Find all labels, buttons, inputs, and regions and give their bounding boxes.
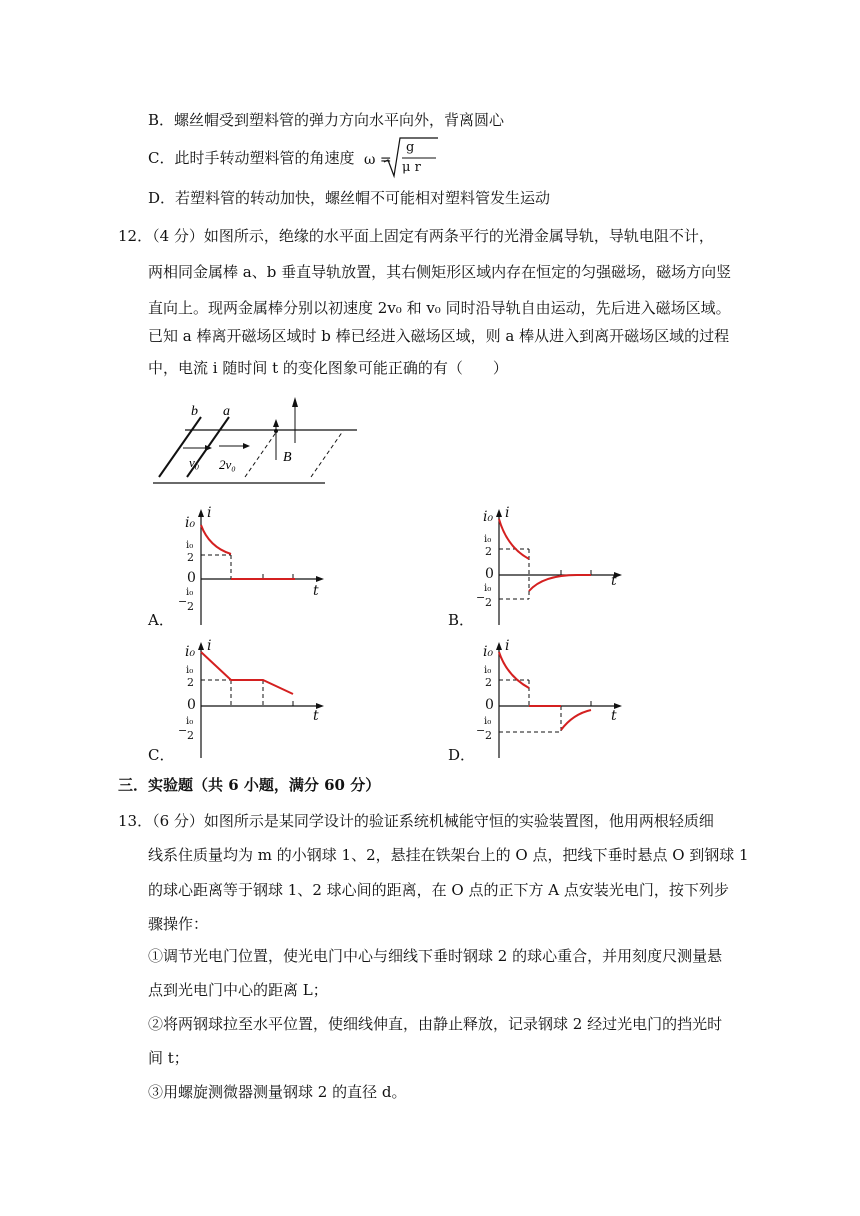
q13-line-3: 的球心距离等于钢球 1、2 球心间的距离，在 O 点的正下方 A 点安装光电门，按下列步 xyxy=(148,881,729,899)
q13-step-1a: ①调节光电门位置，使光电门中心与细线下垂时钢球 2 的球心重合，并用刻度尺测量悬 xyxy=(148,947,723,965)
formula-lhs: ω = xyxy=(364,152,392,168)
label-2v0: 2v₀ xyxy=(219,457,236,472)
option-b-q11: B．螺丝帽受到塑料管的弹力方向水平向外，背离圆心 xyxy=(148,111,505,129)
graph-d: i₀ i i₀ 2 0 − i₀ 2 t xyxy=(473,638,633,768)
graph-d-label: D． xyxy=(448,746,476,764)
q12-line-2: 两相同金属棒 a、b 垂直导轨放置，其右侧矩形区域内存在恒定的匀强磁场，磁场方向竖 xyxy=(148,263,732,281)
formula-denominator: μ r xyxy=(402,160,421,175)
q13-step-1b: 点到光电门中心的距离 L； xyxy=(148,981,328,999)
graph-c-label: C． xyxy=(148,746,175,764)
q12-line-1: 12．（4 分）如图所示，绝缘的水平面上固定有两条平行的光滑金属导轨，导轨电阻不计， xyxy=(118,227,714,245)
rail-figure xyxy=(145,395,365,495)
formula-numerator: g xyxy=(406,140,415,155)
q12-line-4: 已知 a 棒离开磁场区域时 b 棒已经进入磁场区域，则 a 棒从进入到离开磁场区域的过程 xyxy=(148,327,730,345)
label-v0: v₀ xyxy=(189,455,200,470)
q13-line-1: 13．（6 分）如图所示是某同学设计的验证系统机械能守恒的实验装置图，他用两根轻质细 xyxy=(118,812,714,830)
option-c-q11: C．此时手转动塑料管的角速度 xyxy=(148,149,355,167)
section-heading: 三．实验题（共 6 小题，满分 60 分） xyxy=(118,776,381,794)
label-B-field: B xyxy=(283,450,292,465)
label-b: b xyxy=(191,404,198,419)
graph-a: i₀ i i₀ 2 0 − i₀ 2 t xyxy=(175,505,335,635)
q13-step-3: ③用螺旋测微器测量钢球 2 的直径 d。 xyxy=(148,1083,407,1101)
label-a: a xyxy=(223,404,230,419)
q13-step-2a: ②将两钢球拉至水平位置，使细线伸直，由静止释放，记录钢球 2 经过光电门的挡光时 xyxy=(148,1015,723,1033)
graph-b-label: B． xyxy=(448,611,475,629)
graph-c: i₀ i i₀ 2 0 − i₀ 2 t xyxy=(175,638,335,768)
graph-b: i₀ i i₀ 2 0 − i₀ 2 t xyxy=(473,505,633,635)
option-d-q11: D．若塑料管的转动加快，螺丝帽不可能相对塑料管发生运动 xyxy=(148,189,551,207)
q13-line-2: 线系住质量均为 m 的小钢球 1、2，悬挂在铁架台上的 O 点，把线下垂时悬点 O 到钢球 1 xyxy=(148,846,749,864)
graph-a-label: A． xyxy=(148,611,174,629)
q12-line-5: 中，电流 i 随时间 t 的变化图象可能正确的有（ ） xyxy=(148,359,508,377)
q12-line-3: 直向上。现两金属棒分别以初速度 2v₀ 和 v₀ 同时沿导轨自由运动，先后进入磁场区域。 xyxy=(148,299,731,317)
q13-step-2b: 间 t； xyxy=(148,1049,189,1067)
q13-line-4: 骤操作： xyxy=(148,915,209,933)
